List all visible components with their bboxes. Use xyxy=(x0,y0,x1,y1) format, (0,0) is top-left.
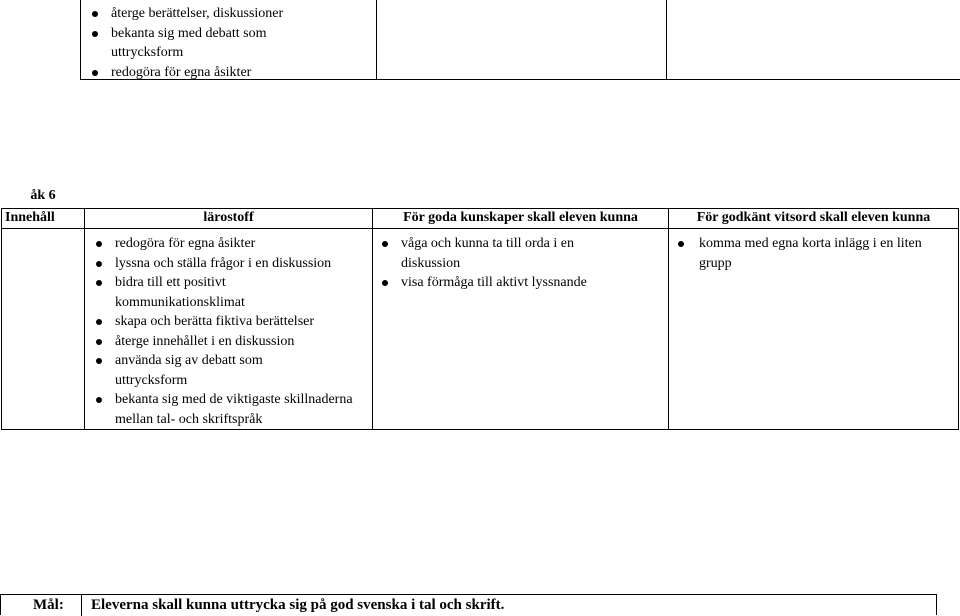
list-item: lyssna och ställa frågor i en diskussion xyxy=(91,254,341,274)
larostoff-cell xyxy=(85,229,373,430)
table-header-row xyxy=(2,209,959,229)
goal-label: Mål: xyxy=(33,597,64,613)
goal-row xyxy=(0,594,937,615)
header-godkant: För godkänt vitsord skall eleven kunna xyxy=(669,209,959,229)
goal-text: Eleverna skall kunna uttrycka sig på god svenska i tal och skrift. xyxy=(91,597,505,613)
list-item: bekanta sig med debatt som uttrycksform xyxy=(87,24,337,63)
goda-cell xyxy=(373,229,669,430)
table-row xyxy=(2,229,959,430)
top-table-left-cell xyxy=(80,0,377,80)
list-item: visa förmåga till aktivt lyssnande xyxy=(377,273,617,293)
top-list xyxy=(87,4,337,82)
godkant-cell xyxy=(669,229,959,430)
row-label: åk 6 xyxy=(30,188,56,203)
header-innehall: Innehåll xyxy=(2,209,85,229)
header-larostoff: lärostoff xyxy=(85,209,373,229)
list-item: redogöra för egna åsikter xyxy=(91,234,341,254)
header-goda: För goda kunskaper skall eleven kunna xyxy=(373,209,669,229)
godkant-list xyxy=(673,234,953,273)
list-item: återge innehållet i en diskussion xyxy=(91,332,341,352)
goal-divider xyxy=(81,595,82,616)
larostoff-list xyxy=(91,234,353,429)
list-item: redogöra för egna åsikter xyxy=(87,63,337,83)
list-item: komma med egna korta inlägg i en liten grupp xyxy=(673,234,953,273)
list-item: bidra till ett positivt kommunikationsklimat xyxy=(91,273,285,312)
list-item: skapa och berätta fiktiva berättelser xyxy=(91,312,341,332)
list-item: bekanta sig med de viktigaste skillnaderna mellan tal- och skriftspråk xyxy=(91,390,375,429)
top-table-far-right-cell xyxy=(666,0,960,80)
list-item: använda sig av debatt som uttrycksform xyxy=(91,351,315,390)
list-item: våga och kunna ta till orda i en diskussion xyxy=(377,234,617,273)
top-table-right-cell xyxy=(376,0,667,80)
goda-list xyxy=(377,234,617,293)
list-item: återge berättelser, diskussioner xyxy=(87,4,337,24)
curriculum-table xyxy=(1,188,959,430)
